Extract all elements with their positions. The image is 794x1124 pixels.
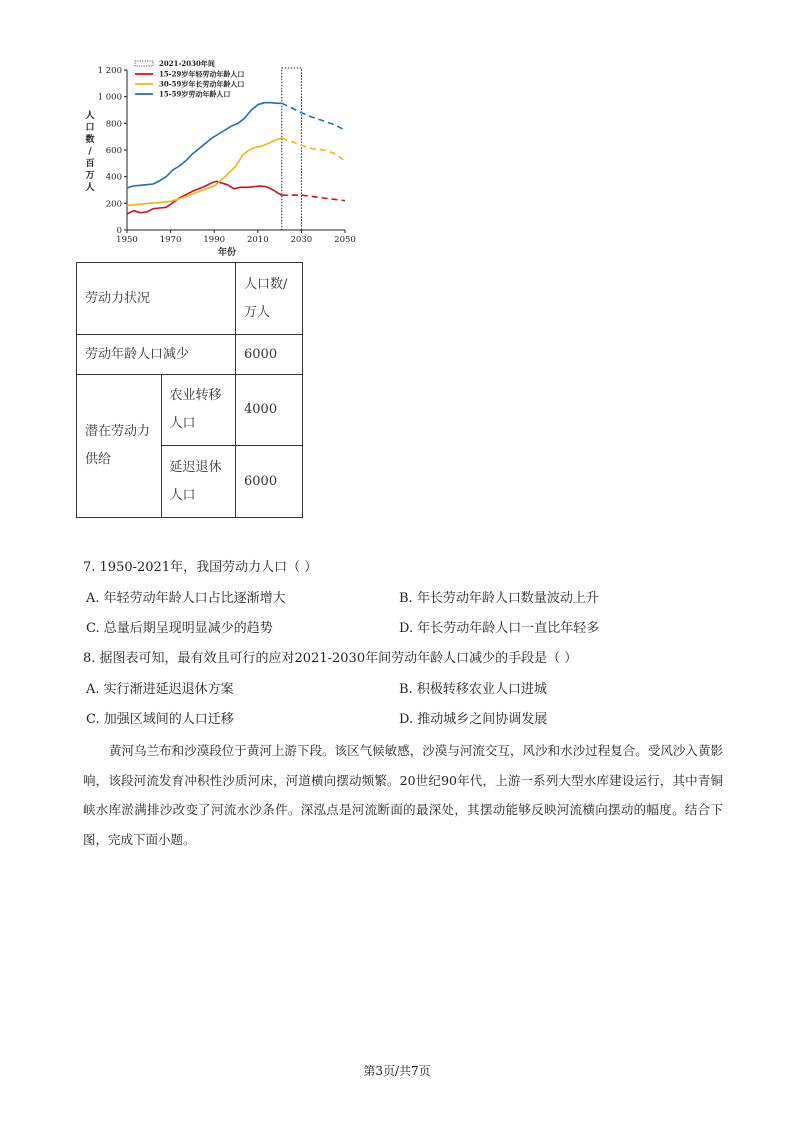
x-tick-label: 1970 (159, 235, 182, 245)
group-potential-supply-line1: 潜在劳动力 (85, 424, 151, 439)
row-agri-transfer-line1: 农业转移 (169, 388, 222, 403)
y-tick-label: 600 (105, 146, 122, 156)
question-8-option-d[interactable]: D. 推动城乡之间协调发展 (399, 712, 548, 727)
legend-label-2: 15-59岁劳动年龄人口 (159, 89, 231, 99)
y-tick-label: 1 200 (97, 66, 122, 76)
col-header-population (236, 263, 303, 335)
question-8-stem: 8. 据图表可知，最有效且可行的应对2021-2030年间劳动年龄人口减少的手段是（ ） (83, 651, 578, 666)
x-tick-label: 2010 (246, 235, 269, 245)
group-potential-supply (77, 375, 162, 518)
legend-band-label: 2021-2030年间 (159, 59, 215, 68)
legend-band-swatch (135, 61, 153, 66)
x-axis-title: 年份 (217, 248, 237, 258)
y-tick-label: 0 (116, 226, 122, 236)
y-tick-label: 800 (105, 119, 122, 130)
projection-band (282, 68, 302, 230)
row-agri-transfer-value: 4000 (236, 375, 303, 446)
row-workforce-decline-value: 6000 (236, 335, 303, 375)
col-header-population-line1: 人口数/ (244, 276, 288, 292)
y-tick-label: 400 (105, 172, 122, 183)
series-projection-2 (282, 103, 345, 130)
col-header-population-line2: 万人 (244, 304, 271, 320)
question-7-option-c[interactable]: C. 总量后期呈现明显减少的趋势 (86, 621, 273, 636)
question-8-option-b[interactable]: B. 积极转移农业人口进城 (399, 682, 547, 697)
y-axis-title-char: 数 (85, 135, 95, 145)
y-tick-label: 200 (105, 199, 122, 210)
col-header-status: 劳动力状况 (77, 263, 236, 335)
series-line-1 (127, 138, 282, 205)
labor-supply-table (76, 262, 303, 518)
series-layer (127, 103, 345, 214)
row-agri-transfer-line2: 人口 (169, 416, 196, 431)
y-axis-title-char: 万 (85, 171, 95, 181)
y-axis-title-char: 口 (85, 123, 95, 133)
legend-label-1: 30-59岁年长劳动年龄人口 (159, 79, 245, 89)
question-7-stem: 7. 1950-2021年，我国劳动力人口（ ） (83, 560, 318, 575)
legend-label-0: 15-29岁年轻劳动年龄人口 (159, 69, 245, 79)
question-7-option-d[interactable]: D. 年长劳动年龄人口一直比年轻多 (399, 621, 600, 636)
row-delayed-retirement-value: 6000 (236, 446, 303, 518)
series-line-0 (127, 181, 282, 214)
row-delayed-retirement-line2: 人口 (169, 487, 196, 503)
question-7-option-a[interactable]: A. 年轻劳动年龄人口占比逐渐增大 (86, 591, 286, 606)
group-potential-supply-line2: 供给 (85, 452, 112, 467)
question-7-option-b[interactable]: B. 年长劳动年龄人口数量波动上升 (399, 591, 599, 606)
chart-legend (135, 59, 244, 99)
y-tick-label: 1 000 (97, 92, 122, 103)
y-axis-title-char: / (88, 147, 92, 157)
x-tick-label: 1950 (116, 235, 138, 245)
labor-population-chart (80, 58, 370, 258)
question-8-option-c[interactable]: C. 加强区域间的人口迁移 (86, 712, 234, 727)
y-axis-title (85, 109, 94, 193)
series-line-2 (127, 103, 282, 188)
question-8-option-a[interactable]: A. 实行渐进延迟退休方案 (86, 682, 234, 697)
x-tick-label: 2050 (334, 235, 356, 245)
reading-passage: 黄河乌兰布和沙漠段位于黄河上游下段。该区气候敏感，沙漠与河流交互，风沙和水沙过程复合。受风沙入黄影响，该段河流发育冲积性沙质河床，河道横向摆动频繁。20世纪90年代，上游一系列大型水库建设运行，其中青铜峡水库淤满排沙改变了河流水沙条件。深泓点是河流断面的最深处，其摆动能够反映河流横向摆动的幅度。结合下图，完成下面小题。 (83, 743, 723, 847)
projection-band-rect (282, 68, 302, 230)
y-axis-title-char: 人 (85, 111, 95, 121)
row-delayed-retirement-line1: 延迟退休 (169, 459, 222, 475)
y-axis-title-char: 百 (85, 159, 95, 169)
page-footer: 第3页/共7页 (363, 1064, 431, 1078)
series-projection-1 (282, 138, 345, 161)
row-workforce-decline-label: 劳动年龄人口减少 (77, 335, 236, 375)
row-delayed-retirement-label (161, 446, 235, 518)
y-axis-title-char: 人 (85, 183, 95, 193)
row-agri-transfer-label (161, 375, 235, 446)
x-tick-label: 2030 (290, 235, 313, 245)
x-tick-label: 1990 (203, 235, 226, 245)
series-projection-0 (282, 195, 345, 201)
